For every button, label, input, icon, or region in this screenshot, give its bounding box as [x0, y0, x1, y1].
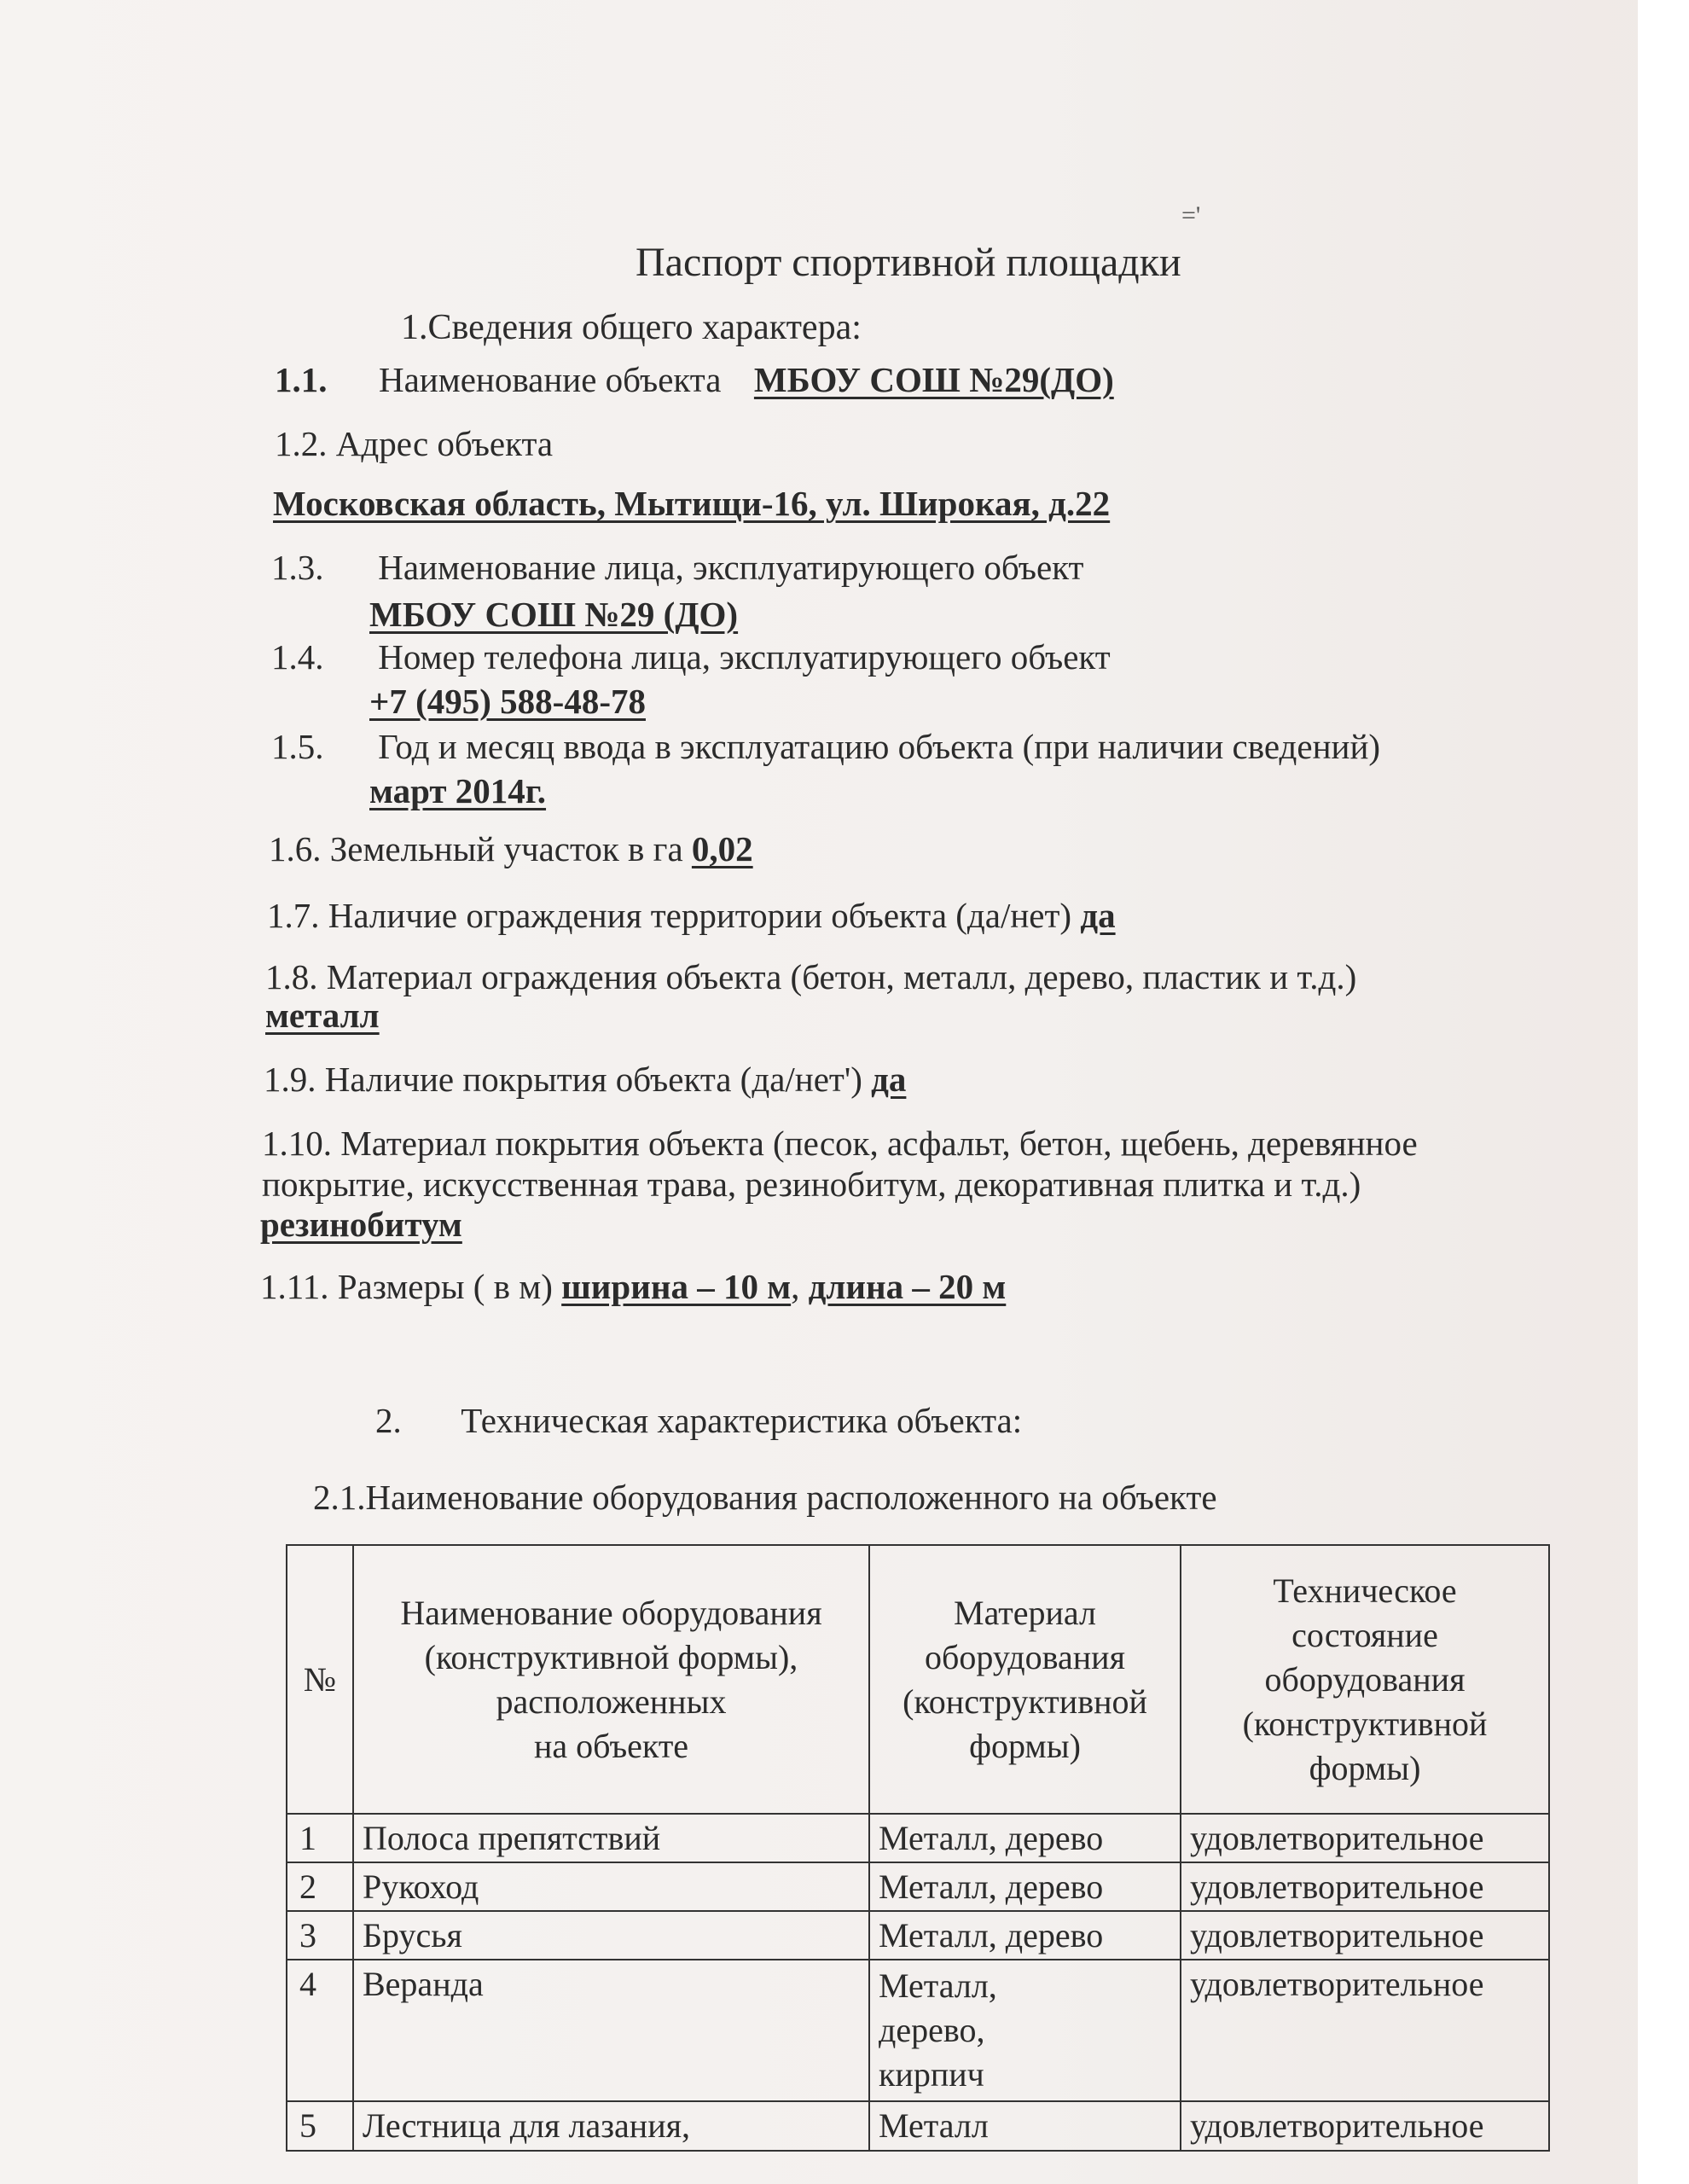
item-number: 1.1. [275, 360, 328, 399]
row-name: Рукоход [353, 1862, 869, 1911]
row-material: Металл, дерево, кирпич [869, 1960, 1181, 2101]
item-1-7 [267, 898, 1116, 933]
table-row [287, 1911, 1549, 1960]
table-row [287, 1960, 1549, 2101]
row-material: Металл, дерево [869, 1911, 1181, 1960]
row-material: Металл, дерево [869, 1814, 1181, 1862]
item-value: МБОУ СОШ №29(ДО) [753, 360, 1114, 399]
header-name: Наименование оборудования (конструктивной формы), расположенных на объекте [353, 1545, 869, 1814]
item-1-4 [271, 637, 1111, 677]
item-label: 1.7. Наличие ограждения территории объекта (да/нет) [267, 896, 1072, 935]
section-2-title [375, 1403, 1022, 1438]
pen-mark: =' [1181, 201, 1201, 229]
item-1-8-value [265, 998, 380, 1033]
phone-value: +7 (495) 588-48-78 [369, 682, 646, 721]
coating-presence-value: да [871, 1060, 907, 1099]
item-1-2-label: 1.2. Адрес объекта [275, 424, 554, 463]
row-num: 5 [287, 2101, 353, 2151]
item-1-5 [271, 729, 1380, 764]
row-condition: удовлетворительное [1181, 1814, 1549, 1862]
item-label: Номер телефона лица, эксплуатирующего объект [378, 637, 1111, 677]
item-1-3 [271, 550, 1083, 585]
section-label: Техническая характеристика объекта: [461, 1401, 1023, 1440]
item-1-3-value [369, 597, 738, 632]
item-label: 1.11. Размеры ( в м) [260, 1267, 553, 1306]
section-1-title: 1.Сведения общего характера: [401, 308, 862, 347]
item-label: Наименование объекта [379, 360, 722, 399]
dimension-separator: , [791, 1267, 800, 1306]
row-num: 4 [287, 1960, 353, 2101]
document-title: Паспорт спортивной площадки [636, 240, 1181, 285]
row-material: Металл [869, 2101, 1181, 2151]
item-1-4-value [369, 684, 646, 719]
item-1-5-value [369, 771, 547, 810]
section-number: 2. [375, 1401, 402, 1440]
row-num: 2 [287, 1862, 353, 1911]
item-number: 1.3. [271, 548, 324, 587]
row-condition: удовлетворительное [1181, 1911, 1549, 1960]
table-header-row [287, 1545, 1549, 1814]
item-1-2-value [273, 486, 1110, 521]
header-condition: Техническое состояние оборудования (конструктивной формы) [1181, 1545, 1549, 1814]
row-name: Брусья [353, 1911, 869, 1960]
address-value: Московская область, Мытищи-16, ул. Широкая, д.22 [273, 484, 1111, 523]
fence-material-value: металл [265, 996, 380, 1035]
item-label: 1.9. Наличие покрытия объекта (да/нет') [264, 1060, 862, 1099]
section-2-1-title: 2.1.Наименование оборудования расположенного на объекте [313, 1478, 1217, 1517]
table-row [287, 1862, 1549, 1911]
row-condition: удовлетворительное [1181, 2101, 1549, 2151]
row-name: Полоса препятствий [353, 1814, 869, 1862]
fence-presence-value: да [1080, 896, 1116, 935]
row-condition: удовлетворительное [1181, 1862, 1549, 1911]
commission-date-value: март 2014г. [369, 771, 547, 810]
item-label: Наименование лица, эксплуатирующего объект [378, 548, 1084, 587]
item-1-11 [260, 1269, 1006, 1304]
width-value: ширина – 10 м [561, 1267, 792, 1306]
scan-edge [1638, 0, 1689, 2184]
length-value: длина – 20 м [808, 1267, 1007, 1306]
item-1-6 [269, 829, 753, 868]
operator-value: МБОУ СОШ №29 (ДО) [369, 595, 739, 634]
row-condition: удовлетворительное [1181, 1960, 1549, 2101]
item-1-10-label-line2: покрытие, искусственная трава, резинобитум, декоративная плитка и т.д.) [262, 1165, 1361, 1204]
item-1-8-label: 1.8. Материал ограждения объекта (бетон, металл, дерево, пластик и т.д.) [265, 957, 1357, 996]
item-1-1 [275, 360, 1114, 399]
item-1-10-value [260, 1207, 462, 1242]
land-area-value: 0,02 [691, 829, 753, 868]
item-label: 1.6. Земельный участок в га [269, 829, 683, 868]
row-num: 1 [287, 1814, 353, 1862]
row-name: Лестница для лазания, [353, 2101, 869, 2151]
equipment-table [286, 1544, 1550, 2152]
row-name: Веранда [353, 1960, 869, 2101]
table-row [287, 2101, 1549, 2151]
item-label: Год и месяц ввода в эксплуатацию объекта (при наличии сведений) [378, 727, 1381, 766]
item-number: 1.5. [271, 727, 324, 766]
header-num: № [287, 1545, 353, 1814]
header-material: Материал оборудования (конструктивной формы) [869, 1545, 1181, 1814]
item-number: 1.4. [271, 637, 324, 677]
row-material: Металл, дерево [869, 1862, 1181, 1911]
row-num: 3 [287, 1911, 353, 1960]
item-1-10-label-line1: 1.10. Материал покрытия объекта (песок, асфальт, бетон, щебень, деревянное [262, 1124, 1418, 1163]
item-1-9 [264, 1062, 906, 1097]
table-row [287, 1814, 1549, 1862]
coating-material-value: резинобитум [260, 1205, 462, 1244]
